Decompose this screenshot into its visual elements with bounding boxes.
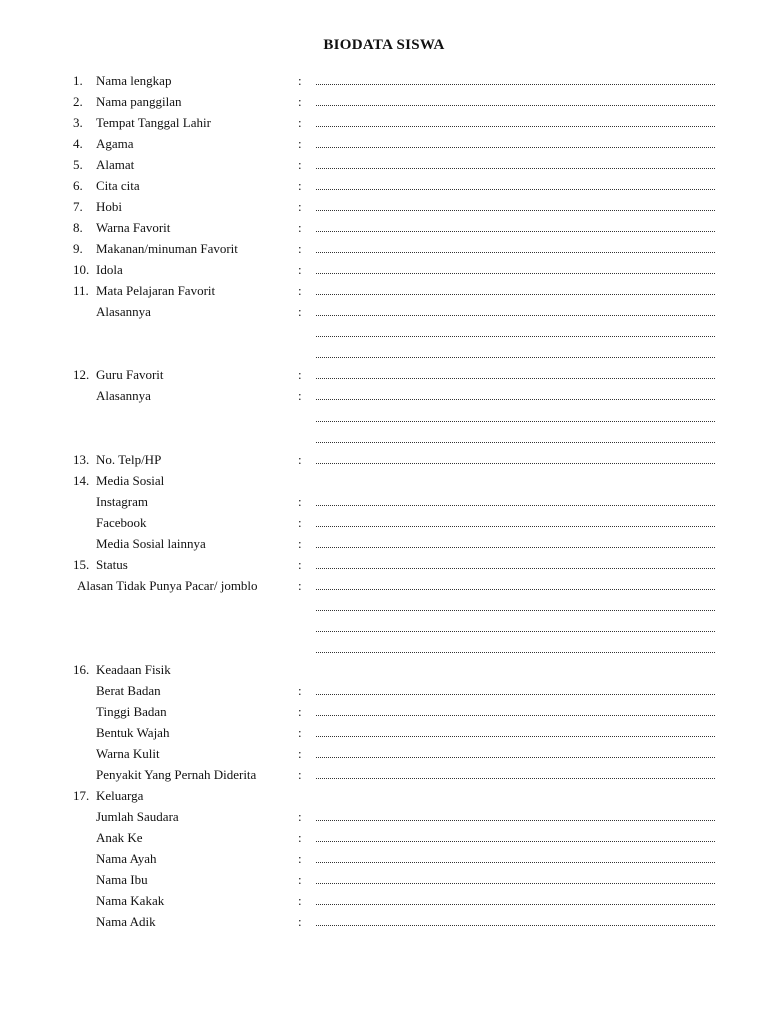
field-label: Guru Favorit — [96, 367, 164, 383]
form-row — [0, 112, 768, 133]
field-colon: : — [298, 767, 302, 783]
fill-in-line[interactable] — [316, 273, 715, 274]
fill-in-line[interactable] — [316, 736, 715, 737]
fill-in-line[interactable] — [316, 925, 715, 926]
field-label: Anak Ke — [96, 830, 143, 846]
form-row — [0, 596, 768, 617]
field-colon: : — [298, 556, 302, 572]
form-row — [0, 638, 768, 659]
fill-in-line[interactable] — [316, 399, 715, 400]
fill-in-line[interactable] — [316, 252, 715, 253]
form-row — [0, 617, 768, 638]
fill-in-line[interactable] — [316, 126, 715, 127]
form-row — [0, 175, 768, 196]
field-label: Idola — [96, 262, 123, 278]
field-colon: : — [298, 262, 302, 278]
fill-in-line[interactable] — [316, 168, 715, 169]
field-label: Makanan/minuman Favorit — [96, 241, 238, 257]
field-label: Nama Kakak — [96, 893, 165, 909]
field-colon: : — [298, 388, 302, 404]
form-row — [0, 785, 768, 806]
form-fields — [0, 70, 768, 932]
field-label: Warna Kulit — [96, 746, 160, 761]
field-label: Keadaan Fisik — [96, 661, 171, 677]
form-row — [0, 722, 768, 743]
field-colon: : — [298, 73, 302, 88]
item-number: 6. — [73, 178, 83, 194]
fill-in-line[interactable] — [316, 589, 715, 590]
field-colon: : — [298, 535, 302, 551]
form-row — [0, 680, 768, 701]
item-number: 13. — [73, 451, 90, 467]
form-row — [0, 385, 768, 406]
form-row — [0, 238, 768, 259]
fill-in-line[interactable] — [316, 862, 715, 863]
field-colon: : — [298, 851, 302, 867]
field-colon: : — [298, 283, 302, 299]
item-number: 15. — [73, 556, 90, 572]
form-row — [0, 259, 768, 280]
form-row — [0, 869, 768, 890]
field-label: Tempat Tanggal Lahir — [96, 115, 211, 131]
fill-in-line[interactable] — [316, 505, 715, 506]
field-colon: : — [298, 724, 302, 740]
fill-in-line[interactable] — [316, 336, 715, 337]
form-row — [0, 491, 768, 512]
field-colon: : — [298, 241, 302, 257]
field-colon: : — [298, 872, 302, 888]
field-colon: : — [298, 178, 302, 194]
field-label: Cita cita — [96, 178, 140, 194]
field-label: Nama lengkap — [96, 73, 172, 88]
fill-in-line[interactable] — [316, 904, 715, 905]
field-label: Penyakit Yang Pernah Diderita — [96, 767, 257, 783]
form-row — [0, 533, 768, 554]
form-row — [0, 659, 768, 680]
form-row — [0, 911, 768, 932]
field-label: Alasan Tidak Punya Pacar/ jomblo — [77, 577, 258, 593]
field-label: Keluarga — [96, 788, 144, 804]
fill-in-line[interactable] — [316, 841, 715, 842]
form-row — [0, 301, 768, 322]
form-row — [0, 512, 768, 533]
item-number: 3. — [73, 115, 83, 131]
field-colon: : — [298, 746, 302, 761]
field-colon: : — [298, 809, 302, 825]
field-label: Agama — [96, 136, 134, 152]
page-title: BIODATA SISWA — [323, 37, 445, 53]
field-colon: : — [298, 893, 302, 909]
fill-in-line[interactable] — [316, 378, 715, 379]
item-number: 12. — [73, 367, 90, 383]
field-label: Hobi — [96, 199, 122, 215]
field-label: Alasannya — [96, 304, 151, 320]
form-row — [0, 196, 768, 217]
field-colon: : — [298, 703, 302, 719]
field-label: Nama panggilan — [96, 94, 182, 110]
field-label: Media Sosial — [96, 472, 165, 488]
field-label: Tinggi Badan — [96, 703, 167, 719]
fill-in-line[interactable] — [316, 294, 715, 295]
field-label: Bentuk Wajah — [96, 724, 170, 740]
field-colon: : — [298, 220, 302, 236]
fill-in-line[interactable] — [316, 105, 715, 106]
fill-in-line[interactable] — [316, 757, 715, 758]
item-number: 4. — [73, 136, 83, 152]
form-row — [0, 764, 768, 785]
field-colon: : — [298, 493, 302, 509]
fill-in-line[interactable] — [316, 210, 715, 211]
form-row — [0, 154, 768, 175]
fill-in-line[interactable] — [316, 631, 715, 632]
fill-in-line[interactable] — [316, 694, 715, 695]
fill-in-line[interactable] — [316, 610, 715, 611]
form-row — [0, 701, 768, 722]
form-row — [0, 322, 768, 343]
field-colon: : — [298, 682, 302, 698]
item-number: 5. — [73, 157, 83, 173]
field-colon: : — [298, 914, 302, 930]
field-label: Warna Favorit — [96, 220, 171, 236]
fill-in-line[interactable] — [316, 652, 715, 653]
fill-in-line[interactable] — [316, 421, 715, 422]
form-row — [0, 217, 768, 238]
field-colon: : — [298, 94, 302, 110]
field-colon: : — [298, 451, 302, 467]
fill-in-line[interactable] — [316, 820, 715, 821]
fill-in-line[interactable] — [316, 463, 715, 464]
field-label: Mata Pelajaran Favorit — [96, 283, 216, 299]
form-row — [0, 133, 768, 154]
form-row — [0, 575, 768, 596]
form-row — [0, 806, 768, 827]
form-row — [0, 449, 768, 470]
field-colon: : — [298, 115, 302, 131]
fill-in-line[interactable] — [316, 715, 715, 716]
form-row — [0, 554, 768, 575]
field-colon: : — [298, 136, 302, 152]
item-number: 8. — [73, 220, 83, 236]
field-colon: : — [298, 367, 302, 383]
field-label: Nama Adik — [96, 914, 156, 930]
form-row — [0, 890, 768, 911]
fill-in-line[interactable] — [316, 526, 715, 527]
fill-in-line[interactable] — [316, 568, 715, 569]
field-colon: : — [298, 304, 302, 320]
form-row — [0, 280, 768, 301]
field-label: Facebook — [96, 514, 147, 530]
field-colon: : — [298, 199, 302, 215]
field-label: Berat Badan — [96, 682, 161, 698]
form-row — [0, 743, 768, 764]
form-row — [0, 70, 768, 91]
form-row — [0, 343, 768, 364]
fill-in-line[interactable] — [316, 315, 715, 316]
field-colon: : — [298, 577, 302, 593]
item-number: 17. — [73, 788, 90, 804]
fill-in-line[interactable] — [316, 778, 715, 779]
item-number: 14. — [73, 472, 90, 488]
item-number: 7. — [73, 199, 83, 215]
fill-in-line[interactable] — [316, 883, 715, 884]
field-colon: : — [298, 514, 302, 530]
field-colon: : — [298, 157, 302, 173]
form-row — [0, 428, 768, 449]
form-row — [0, 848, 768, 869]
item-number: 1. — [73, 73, 83, 88]
field-label: Jumlah Saudara — [96, 809, 179, 825]
form-row — [0, 91, 768, 112]
fill-in-line[interactable] — [316, 189, 715, 190]
item-number: 11. — [73, 283, 89, 299]
field-label: Media Sosial lainnya — [96, 535, 206, 551]
field-label: Alamat — [96, 157, 135, 173]
fill-in-line[interactable] — [316, 442, 715, 443]
field-label: Instagram — [96, 493, 148, 509]
fill-in-line[interactable] — [316, 147, 715, 148]
item-number: 10. — [73, 262, 90, 278]
form-row — [0, 364, 768, 385]
fill-in-line[interactable] — [316, 231, 715, 232]
form-row — [0, 407, 768, 428]
fill-in-line[interactable] — [316, 357, 715, 358]
field-label: Status — [96, 556, 128, 572]
field-label: Alasannya — [96, 388, 151, 404]
field-label: No. Telp/HP — [96, 451, 162, 467]
field-colon: : — [298, 830, 302, 846]
item-number: 9. — [73, 241, 83, 257]
field-label: Nama Ibu — [96, 872, 148, 888]
fill-in-line[interactable] — [316, 84, 715, 85]
form-row — [0, 470, 768, 491]
form-row — [0, 827, 768, 848]
field-label: Nama Ayah — [96, 851, 157, 867]
fill-in-line[interactable] — [316, 547, 715, 548]
item-number: 16. — [73, 661, 90, 677]
item-number: 2. — [73, 94, 83, 110]
